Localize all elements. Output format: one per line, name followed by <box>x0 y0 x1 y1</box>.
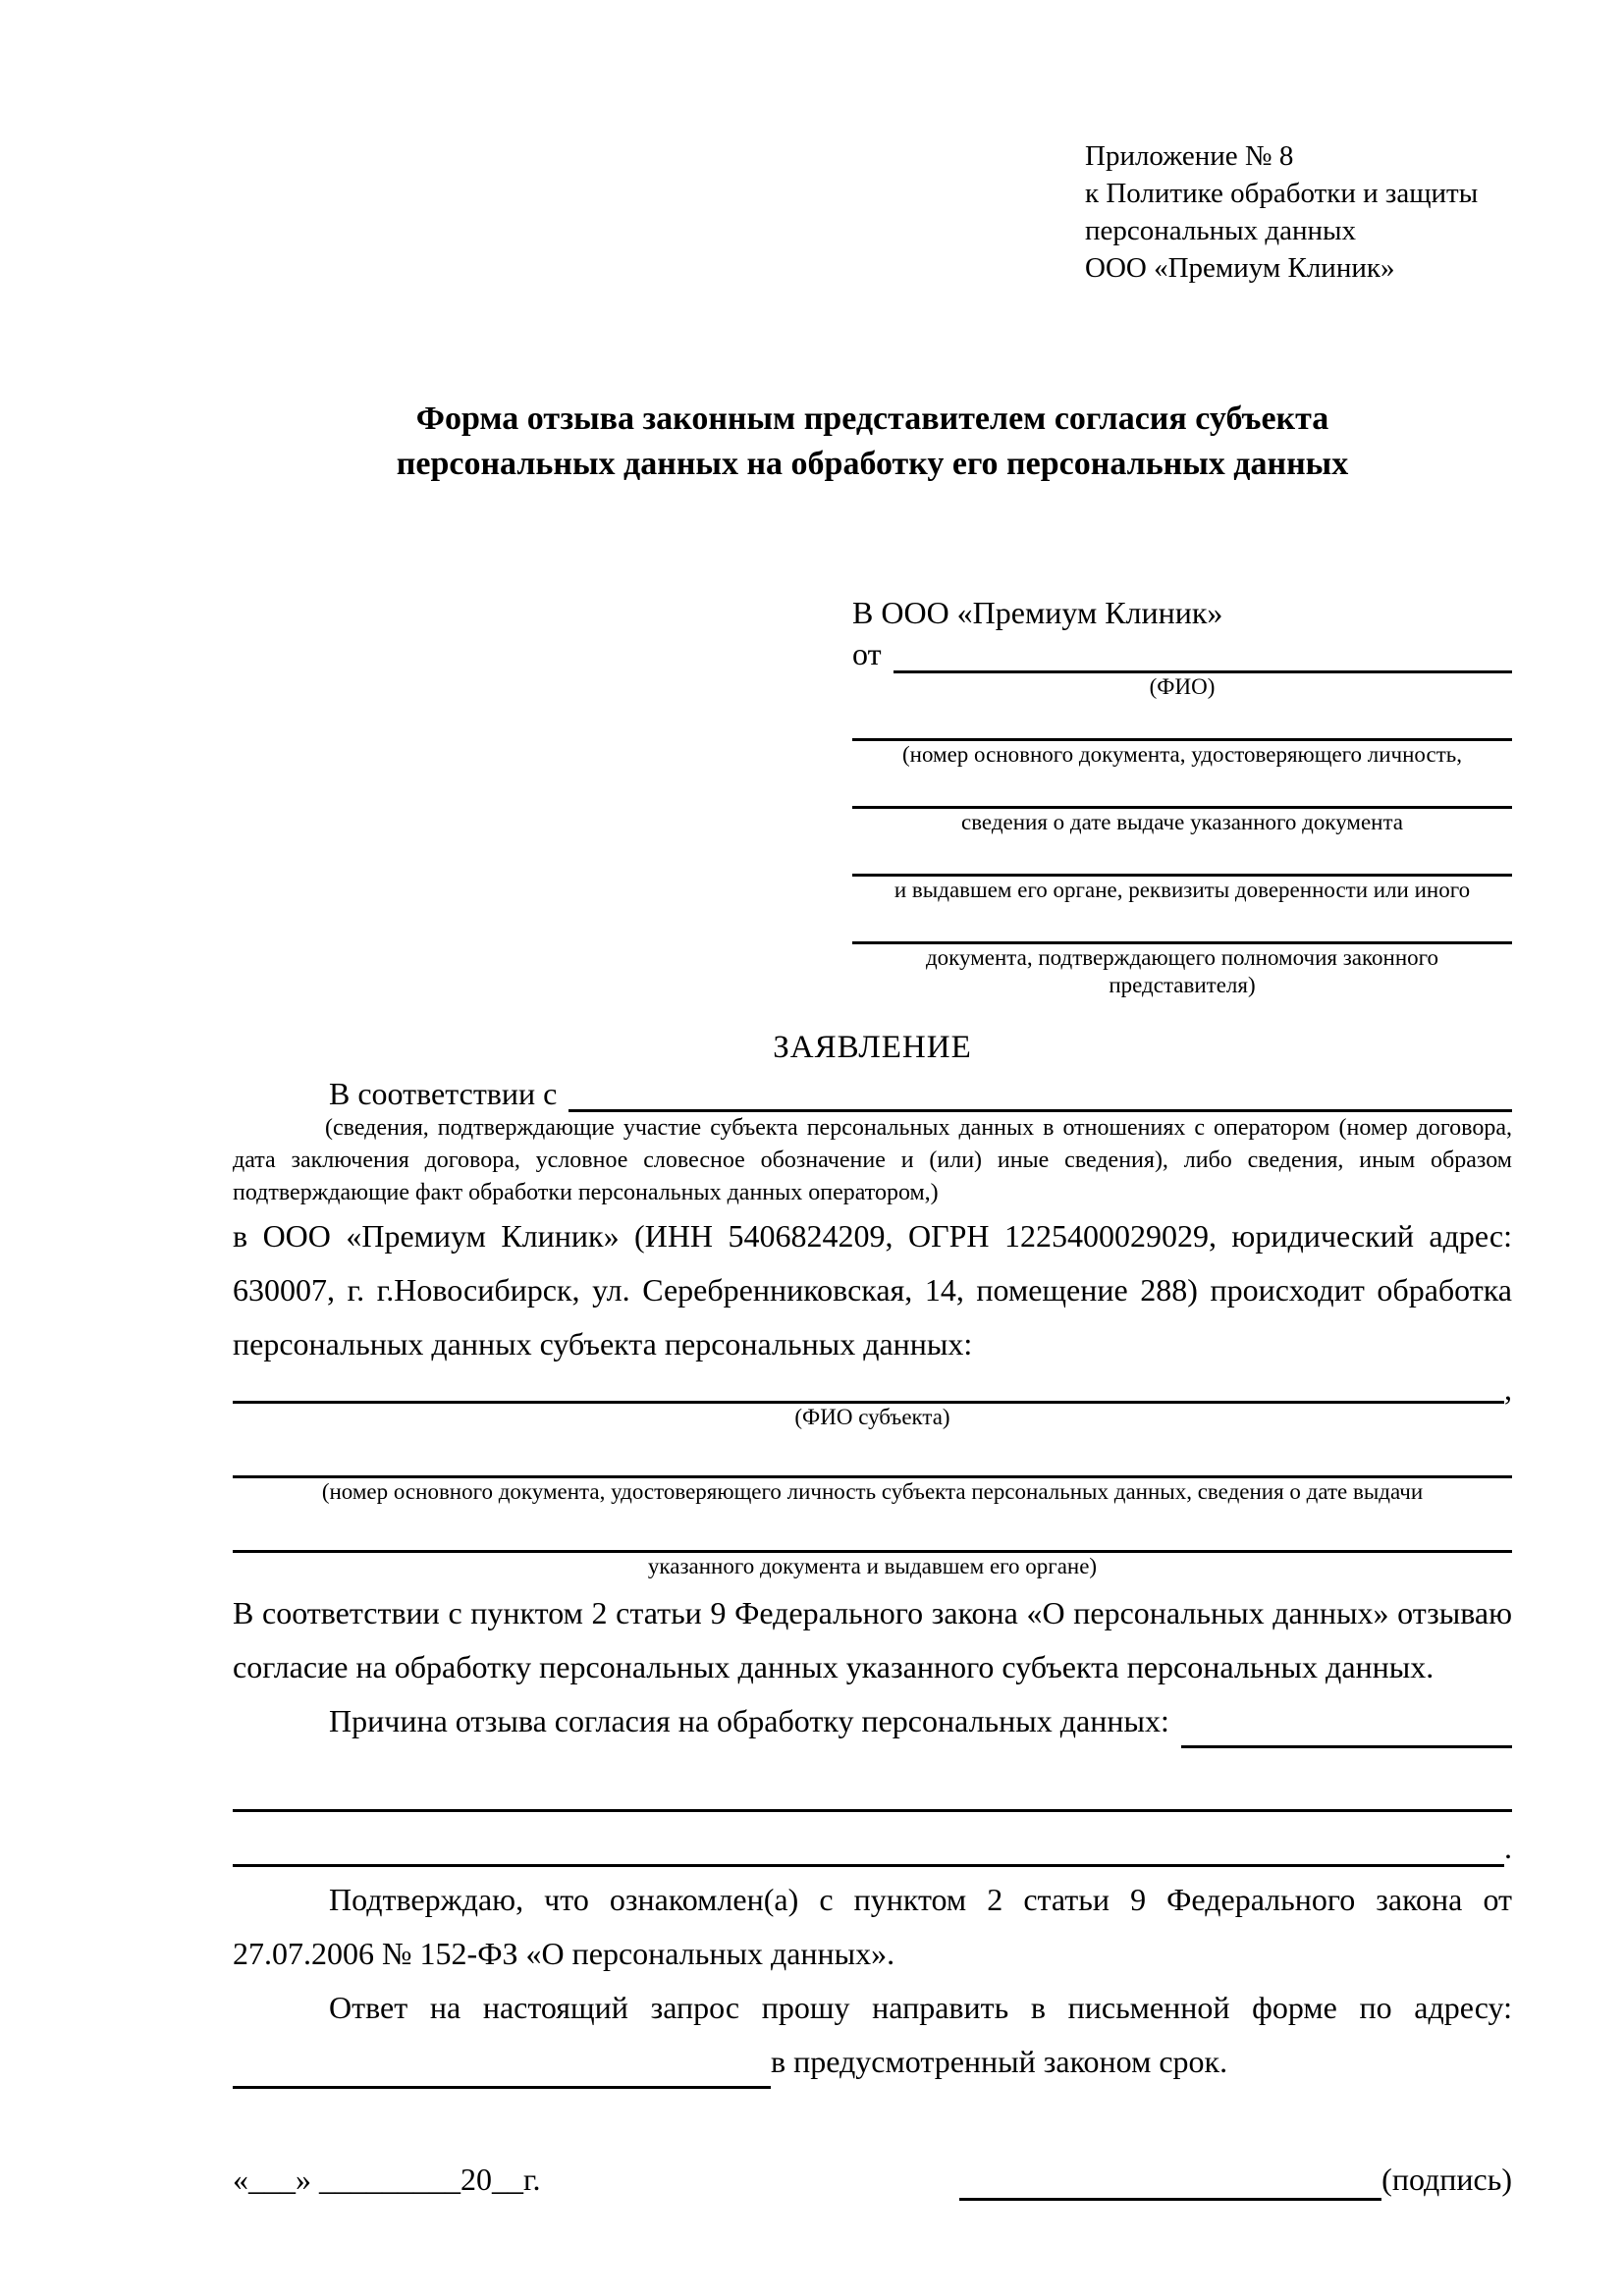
appendix-line: к Политике обработки и защиты <box>1085 178 1479 209</box>
reason-continuation-row-2 <box>233 1824 1512 1867</box>
subject-doc-issuer-row <box>233 1506 1512 1580</box>
addressee-from-row <box>852 632 1512 673</box>
signature-caption: (подпись) <box>1381 2162 1512 2197</box>
from-label: от <box>852 636 882 671</box>
reason-continuation-line-2[interactable] <box>233 1821 1504 1867</box>
addressee-block <box>852 593 1512 999</box>
document-title-line: Форма отзыва законным представителем согласия субъекта <box>415 400 1329 437</box>
signature-block <box>959 2158 1512 2201</box>
statement-heading: ЗАЯВЛЕНИЕ <box>773 1030 972 1065</box>
appendix-line: ООО «Премиум Клиник» <box>1085 252 1395 284</box>
reply-address-input-line[interactable] <box>233 2047 771 2089</box>
reason-input-line[interactable] <box>1181 1704 1512 1748</box>
subject-fio-comma: , <box>1504 1371 1512 1407</box>
footer-row <box>233 2158 1512 2201</box>
operator-paragraph: в ООО «Премиум Клиник» (ИНН 5406824209, ОГРН 1225400029029, юридический адрес: 630007, г. г.Новосибирск, ул. Серебренниковская, 14, помещение 288) происходит обработка персональных данных субъекта персональных данных: <box>233 1218 1512 1362</box>
reason-label: Причина отзыва согласия на обработку персональных данных: <box>329 1703 1169 1738</box>
appendix-line: Приложение № 8 <box>1085 140 1294 172</box>
subject-doc-row <box>233 1431 1512 1506</box>
doc-number-caption: (номер основного документа, удостоверяющего личность, <box>901 742 1462 767</box>
basis-input-line[interactable] <box>568 1074 1512 1112</box>
representative-doc-row <box>852 769 1512 836</box>
doc-issuer-input-line[interactable] <box>852 836 1512 877</box>
authority-doc-caption: документа, подтверждающего полномочия законного представителя) <box>925 945 1438 997</box>
document-title-line: персональных данных на обработку его персональных данных <box>396 446 1349 482</box>
document-title <box>233 397 1512 487</box>
doc-issuer-caption: и выдавшем его органе, реквизиты доверенности или иного <box>893 878 1471 902</box>
subject-doc-issuer-input-line[interactable] <box>233 1506 1512 1553</box>
intro-caption: (сведения, подтверждающие участие субъекта персональных данных в отношениях с оператором (номер договора, дата заключения договора, условное словесное обозначение и (или) иные сведения), либо сведения, иным образом подтверждающие факт обработки персональных данных оператором,) <box>233 1115 1512 1205</box>
intro-prefix: В соответствии с <box>329 1076 558 1111</box>
representative-doc-row <box>852 904 1512 999</box>
doc-number-input-line[interactable] <box>852 701 1512 741</box>
reason-row <box>233 1694 1512 1748</box>
representative-doc-row <box>852 701 1512 769</box>
subject-fio-row <box>233 1371 1512 1407</box>
authority-doc-input-line[interactable] <box>852 904 1512 944</box>
representative-name-input-line[interactable] <box>893 635 1512 673</box>
reply-suffix: в предусмотренный законом срок. <box>771 2044 1228 2079</box>
subject-fio-caption: (ФИО субъекта) <box>794 1405 950 1429</box>
subject-doc-issuer-caption: указанного документа и выдавшем его органе) <box>647 1554 1098 1578</box>
signature-line[interactable] <box>959 2163 1381 2201</box>
reply-address-row <box>233 2035 1512 2089</box>
representative-doc-row <box>852 836 1512 904</box>
addressee-to: В ООО «Премиум Клиник» <box>852 595 1223 630</box>
subject-fio-input-line[interactable] <box>233 1371 1504 1404</box>
subject-doc-input-line[interactable] <box>233 1431 1512 1478</box>
blank-period: . <box>1504 1830 1512 1865</box>
doc-issue-date-input-line[interactable] <box>852 769 1512 809</box>
reply-prefix-line: Ответ на настоящий запрос прошу направить в письменной форме по адресу: <box>329 1990 1512 2025</box>
subject-doc-caption: (номер основного документа, удостоверяющего личность субъекта персональных данных, сведения о дате выдачи <box>321 1479 1424 1504</box>
doc-issue-date-caption: сведения о дате выдаче указанного документа <box>960 810 1404 834</box>
withdrawal-paragraph: В соответствии с пунктом 2 статьи 9 Федерального закона «О персональных данных» отзываю согласие на обработку персональных данных указанного субъекта персональных данных. <box>233 1595 1512 1684</box>
fio-caption: (ФИО) <box>1149 674 1216 699</box>
appendix-block <box>1085 137 1512 287</box>
acknowledge-paragraph: Подтверждаю, что ознакомлен(а) с пунктом 2 статьи 9 Федерального закона от 27.07.2006 № 152-ФЗ «О персональных данных». <box>233 1882 1512 1971</box>
date-field[interactable]: «___» _________20__г. <box>233 2162 541 2197</box>
reason-continuation-line-1[interactable] <box>233 1766 1512 1812</box>
statement-intro-row <box>233 1068 1512 1112</box>
appendix-line: персональных данных <box>1085 215 1357 246</box>
